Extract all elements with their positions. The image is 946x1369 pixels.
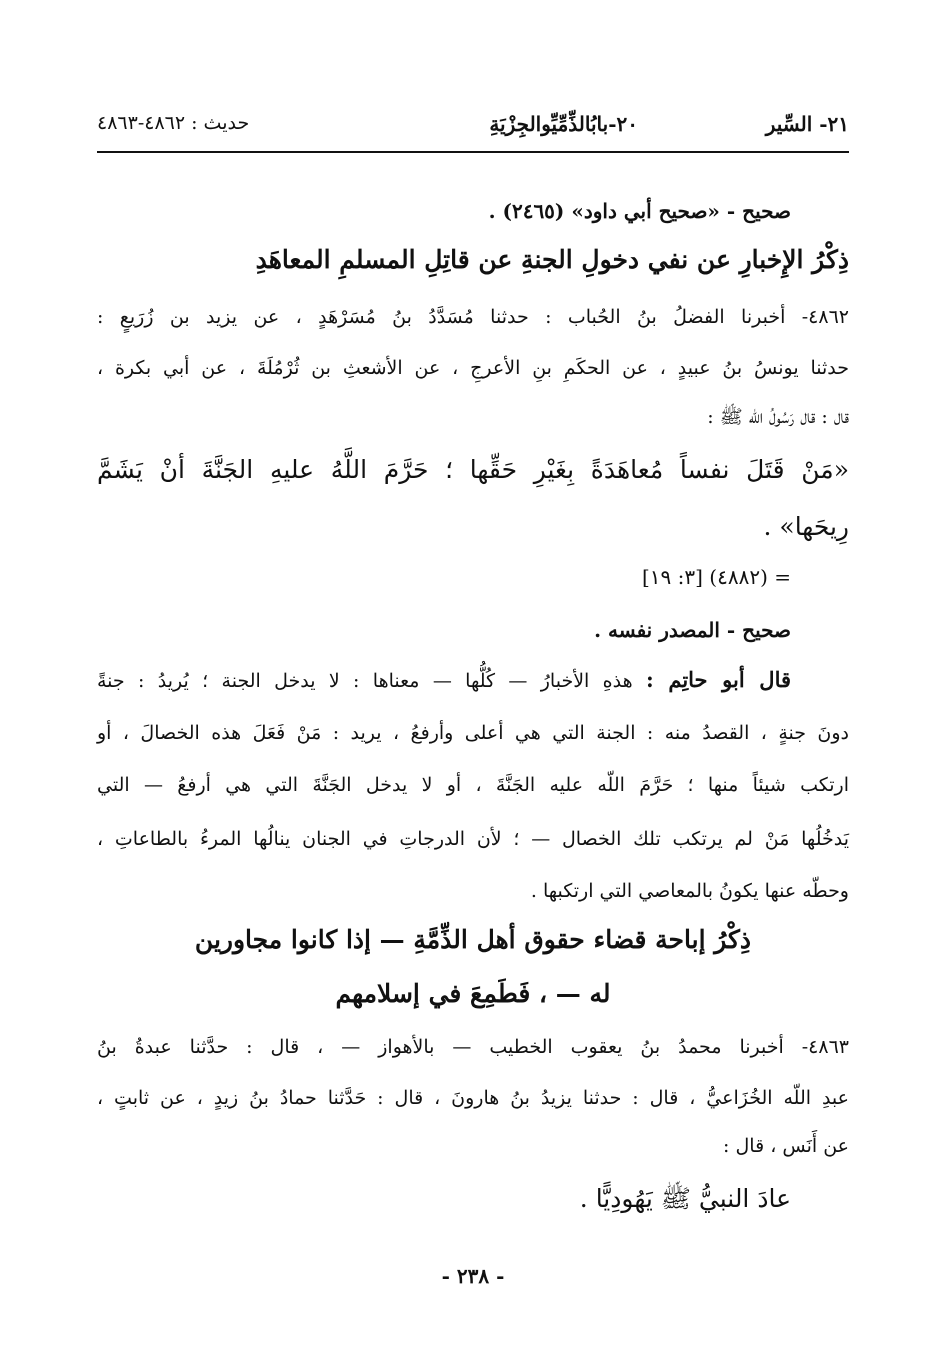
hadith-matn-line: عادَ النبيُّ ﷺ يَهُودِيًّا . bbox=[579, 1184, 791, 1213]
section-heading: له — ، فَطَمِعَ في إسلامهم bbox=[335, 979, 611, 1008]
grade-line: صحيح - المصدر نفسه . bbox=[594, 618, 791, 642]
commentary-line: يَدخُلُها مَنْ لم يرتكب تلك الخصال — ؛ لأن الدرجاتِ في الجنان ينالُها المرءُ بالطاعاتِ ، bbox=[97, 828, 849, 850]
header-book-title: ٢١- السِّير bbox=[765, 112, 849, 136]
grade-line: صحيح - «صحيح أبي داود» (٢٤٦٥) . bbox=[488, 199, 791, 223]
commentary-line: دونَ جنةٍ ، القصدُ منه : الجنة التي هي أعلى وأرفعُ ، يريد : مَنْ فَعَلَ هذه الخصالَ ، أو bbox=[97, 722, 849, 744]
commentary-line: ارتكب شيئاً منها ؛ حَرَّمَ اللّه عليه الجَنَّةَ ، أو لا يدخل الجَنَّةَ التي هي أرفعُ — التي bbox=[97, 774, 849, 796]
hadith-matn-line: رِيحَها» . bbox=[763, 512, 849, 541]
hadith-isnad-line: ٤٨٦٣- أخبرنا محمدُ بنُ يعقوب الخطيب — بالأهواز — ، قال : حدَّثنا عبدةُ بنُ bbox=[97, 1036, 849, 1058]
hadith-isnad-line: ٤٨٦٢- أخبرنا الفضلُ بنُ الحُباب : حدثنا مُسَدَّدُ بنُ مُسَرْهَدٍ ، عن يزيد بن زُرَيعٍ : bbox=[97, 306, 849, 328]
section-heading: ذِكْرُ الإِخبارِ عن نفي دخولِ الجنةِ عن قاتِلِ المسلمِ المعاهَدِ bbox=[255, 245, 849, 274]
hadith-isnad-line: عبدِ اللّه الخُزَاعيُّ ، قال : حدثنا يزيدُ بنُ هارونَ ، قال : حَدَّثنا حمادُ بنُ زيدٍ ، عن ثابتٍ ، bbox=[97, 1087, 849, 1109]
commentary-line bbox=[97, 667, 791, 692]
section-heading: ذِكْرُ إباحة قضاء حقوق أهل الذِّمَّةِ — إذا كانوا مجاورين bbox=[194, 925, 752, 954]
cross-reference: = (٤٨٨٢) [٣: ١٩] bbox=[641, 565, 791, 589]
header-divider bbox=[97, 151, 849, 153]
commentary-speaker: قال أبو حاتِم : bbox=[645, 667, 792, 692]
hadith-isnad-line: حدثنا يونسُ بنُ عبيدٍ ، عن الحكَمِ بنِ الأعرجِ ، عن الأشعثِ بن ثُرْمُلَةَ ، عن أبي بكرة ، bbox=[97, 357, 849, 379]
hadith-isnad-line: عن أَنَس ، قال : bbox=[723, 1135, 849, 1157]
page-number: - ٢٣٨ - bbox=[441, 1264, 505, 1288]
header-chapter-title: ٢٠-بابُالذِّمِّيِّوالجِزْيَةِ bbox=[489, 112, 638, 136]
hadith-matn-line: «مَنْ قَتَلَ نفساً مُعاهَدَةً بِغَيْرِ حَقِّها ؛ حَرَّمَ اللَّهُ عليهِ الجَنَّةَ أنْ يَشَمَّ bbox=[97, 455, 849, 484]
commentary-text: هذهِ الأخبارُ — كُلُّها — معناها : لا يدخل الجنة ؛ يُريدُ : جنةً bbox=[97, 670, 633, 692]
commentary-line: وحطّه عنها يكونُ بالمعاصي التي ارتكبها . bbox=[530, 880, 849, 902]
header-hadith-range: حديث : ٤٨٦٢-٤٨٦٣ bbox=[97, 112, 250, 134]
hadith-isnad-line: قال : قال رَسُولُ اللّه ﷺ : bbox=[707, 406, 849, 428]
